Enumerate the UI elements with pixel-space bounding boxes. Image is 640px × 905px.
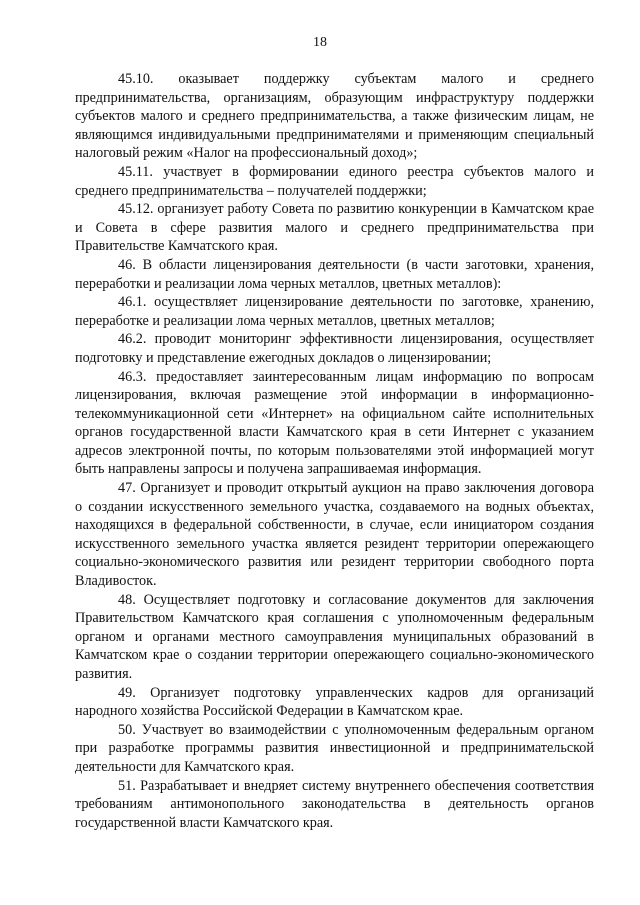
paragraph-46-1: 46.1. осуществляет лицензирование деятельности по заготовке, хранению, переработке и реализации лома черных металлов, цветных металлов; — [75, 294, 594, 329]
paragraph-46-2: 46.2. проводит мониторинг эффективности лицензирования, осуществляет подготовку и представление ежегодных докладов о лицензировании; — [75, 331, 594, 366]
page-number: 18 — [313, 35, 327, 50]
paragraph-47: 47. Организует и проводит открытый аукцион на право заключения договора о создании искусственного земельного участка, создаваемого на водных объектах, находящихся в федеральной собственности, в случае, если инициатором создания искусственного земельного участка является резидент территории опережающего социально-экономического развития или резидент территории свободного порта Владивосток. — [75, 480, 594, 590]
paragraph-48: 48. Осуществляет подготовку и согласование документов для заключения Правительством Камчатского края соглашения с уполномоченным федеральным органом и органами местного самоуправления муниципальных образований в Камчатском крае о создании территории опережающего социально-экономического развития. — [75, 591, 594, 682]
document-body — [75, 70, 594, 832]
paragraph-45-12: 45.12. организует работу Совета по развитию конкуренции в Камчатском крае и Совета в сфере развития малого и среднего предпринимательства при Правительстве Камчатского края. — [75, 201, 594, 255]
paragraph-46: 46. В области лицензирования деятельности (в части заготовки, хранения, переработки и реализации лома черных металлов, цветных металлов): — [75, 256, 594, 292]
paragraph-50: 50. Участвует во взаимодействии с уполномоченным федеральным органом при разработке программы развития инвестиционной и предпринимательской деятельности для Камчатского края. — [75, 721, 594, 775]
paragraph-49: 49. Организует подготовку управленческих кадров для организаций народного хозяйства Российской Федерации в Камчатском крае. — [75, 684, 594, 720]
paragraph-46-3: 46.3. предоставляет заинтересованным лицам информацию по вопросам лицензирования, включая размещение этой информации в информационно-телекоммуникационной сети «Интернет» на официальном сайте исполнительных органов государственной власти Камчатского края в сети Интернет с указанием адресов электронной почты, по которым пользователями этой информацией могут быть направлены запросы и получена запрашиваемая информация. — [75, 368, 594, 478]
paragraph-51: 51. Разрабатывает и внедряет систему внутреннего обеспечения соответствия требованиям антимонопольного законодательства в деятельность органов государственной власти Камчатского края. — [75, 777, 594, 831]
paragraph-45-10: 45.10. оказывает поддержку субъектам малого и среднего предпринимательства, организациям, образующим инфраструктуру поддержки субъектов малого и среднего предпринимательства, а также физическим лицам, не являющимся индивидуальными предпринимателями и применяющим специальный налоговый режим «Налог на профессиональный доход»; — [75, 71, 594, 162]
paragraph-45-11: 45.11. участвует в формировании единого реестра субъектов малого и среднего предпринимательства – получателей поддержки; — [75, 163, 594, 199]
